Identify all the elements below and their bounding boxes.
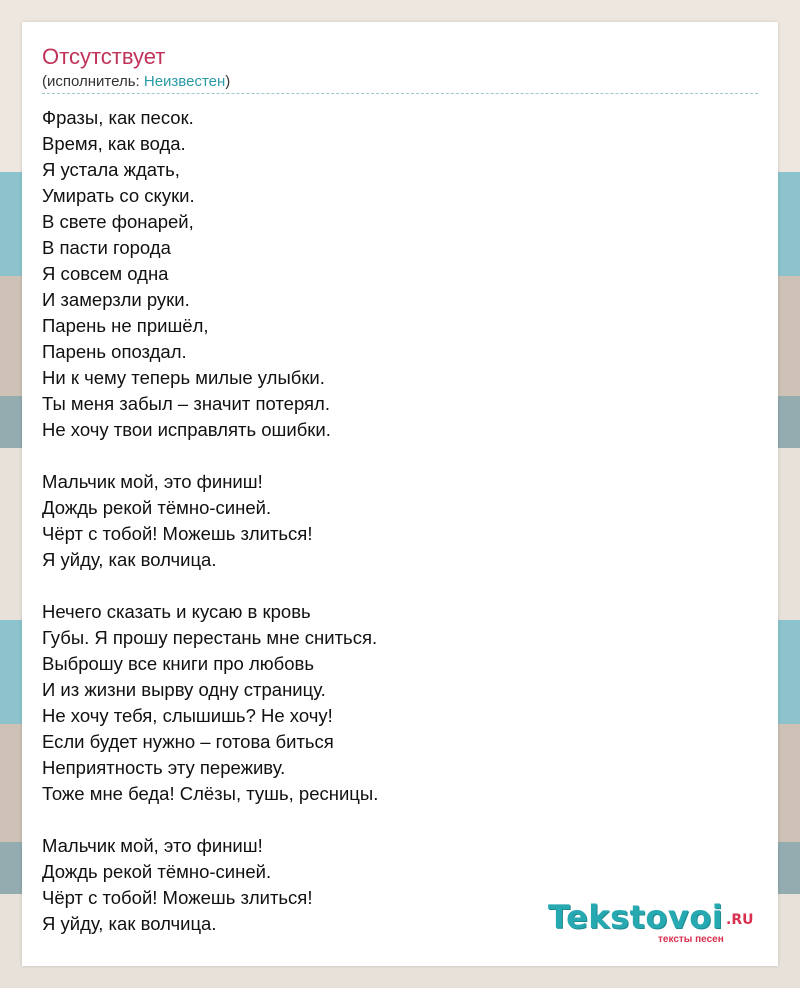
lyric-line: Умирать со скуки. bbox=[42, 185, 195, 206]
lyric-line: Время, как вода. bbox=[42, 133, 186, 154]
lyric-line: Мальчик мой, это финиш! bbox=[42, 835, 263, 856]
lyric-line: Не хочу твои исправлять ошибки. bbox=[42, 419, 331, 440]
lyric-line: И замерзли руки. bbox=[42, 289, 190, 310]
artist-suffix: ) bbox=[225, 73, 231, 90]
lyric-line: Выброшу все книги про любовь bbox=[42, 653, 314, 674]
lyric-line: Неприятность эту переживу. bbox=[42, 757, 286, 778]
lyric-line: Тоже мне беда! Слёзы, тушь, ресницы. bbox=[42, 783, 379, 804]
lyric-line: Парень не пришёл, bbox=[42, 315, 209, 336]
header-divider bbox=[42, 93, 758, 94]
artist-prefix: (исполнитель: bbox=[42, 73, 144, 90]
lyric-line: Не хочу тебя, слышишь? Не хочу! bbox=[42, 705, 333, 726]
lyric-line: Ты меня забыл – значит потерял. bbox=[42, 393, 330, 414]
lyric-line: Чёрт с тобой! Можешь злиться! bbox=[42, 887, 313, 908]
stanza-break bbox=[42, 443, 758, 469]
lyric-line: В пасти города bbox=[42, 237, 171, 258]
lyric-line: Чёрт с тобой! Можешь злиться! bbox=[42, 523, 313, 544]
lyric-line: Нечего сказать и кусаю в кровь bbox=[42, 601, 311, 622]
artist-link[interactable]: Неизвестен bbox=[143, 73, 226, 90]
lyric-line: Я совсем одна bbox=[42, 263, 169, 284]
lyric-line: Мальчик мой, это финиш! bbox=[42, 471, 263, 492]
lyric-line: Дождь рекой тёмно-синей. bbox=[42, 497, 272, 518]
lyric-line: Если будет нужно – готова биться bbox=[42, 731, 334, 752]
logo-wordmark: Tekstovoi bbox=[548, 898, 724, 936]
lyric-line: Дождь рекой тёмно-синей. bbox=[42, 861, 272, 882]
lyrics-card bbox=[22, 22, 778, 966]
lyric-line: Парень опоздал. bbox=[42, 341, 187, 362]
lyric-line: Я уйду, как волчица. bbox=[42, 913, 217, 934]
song-title: Отсутствует bbox=[42, 44, 166, 69]
lyric-line: Я устала ждать, bbox=[42, 159, 180, 180]
logo-tagline: тексты песен bbox=[658, 934, 724, 945]
lyric-line: И из жизни вырву одну страницу. bbox=[42, 679, 326, 700]
lyric-line: Я уйду, как волчица. bbox=[42, 549, 217, 570]
stanza-break bbox=[42, 573, 758, 599]
lyric-line: В свете фонарей, bbox=[42, 211, 194, 232]
lyrics-text bbox=[42, 105, 758, 937]
lyric-line: Ни к чему теперь милые улыбки. bbox=[42, 367, 325, 388]
lyric-line: Губы. Я прошу перестань мне сниться. bbox=[42, 627, 378, 648]
stanza-break bbox=[42, 807, 758, 833]
site-logo[interactable] bbox=[548, 898, 760, 950]
logo-tld: .RU bbox=[726, 912, 754, 928]
artist-line bbox=[42, 73, 230, 91]
lyric-line: Фразы, как песок. bbox=[42, 107, 194, 128]
